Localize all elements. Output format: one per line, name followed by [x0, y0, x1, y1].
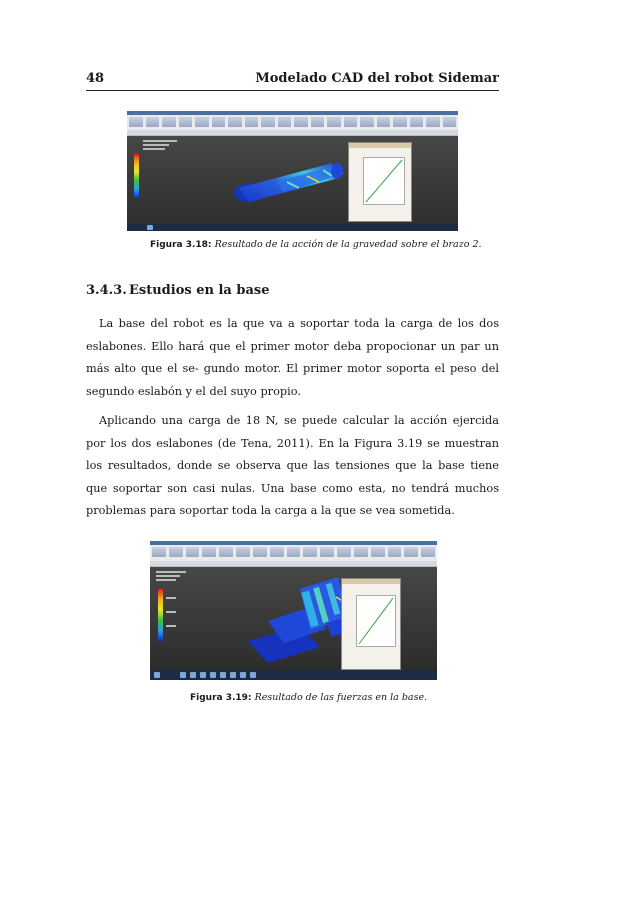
- cad-ribbon: [127, 111, 458, 136]
- running-header: [86, 70, 499, 91]
- figure-3-19-screenshot: [150, 541, 437, 680]
- paragraph-1: La base del robot es la que va a soportar toda la carga de los dos eslabones. Ello hará que el primer motor deba propocionar un par un más alto que el se- gundo motor. El primer motor soporta el peso del segundo eslabón y el del suyo propio.: [86, 317, 499, 398]
- section-title: Estudios en la base: [129, 283, 270, 298]
- figure-3-19-label: Figura 3.19:: [190, 693, 252, 703]
- section-heading: [86, 283, 269, 298]
- windows-taskbar: [150, 670, 437, 680]
- cad-ribbon: [150, 541, 437, 567]
- cad-viewport: [150, 567, 437, 670]
- results-plot-window: [341, 578, 401, 670]
- figure-3-19-caption-text: Resultado de las fuerzas en la base.: [254, 692, 428, 703]
- figure-3-18-caption-text: Resultado de la acción de la gravedad sobre el brazo 2.: [214, 239, 482, 250]
- paragraph-2: Aplicando una carga de 18 N, se puede calcular la acción ejercida por los dos eslabones (de Tena, 2011). En la Figura 3.19 se muestran los resultados, donde se observa que las tensiones que la base tiene que soportar son casi nulas. Una base como esta, no tendrá muchos problemas para soportar toda la carga a la que se vea sometida.: [86, 414, 499, 517]
- section-number: 3.4.3.: [86, 283, 127, 298]
- page-number: 48: [86, 71, 105, 86]
- figure-3-18-caption: [150, 239, 482, 250]
- running-title: Modelado CAD del robot Sidemar: [255, 71, 499, 86]
- windows-taskbar: [127, 224, 458, 231]
- cad-viewport: [127, 136, 458, 231]
- figure-3-18-screenshot: [127, 111, 458, 231]
- figure-3-19-caption: [190, 692, 427, 703]
- figure-3-18-label: Figura 3.18:: [150, 240, 212, 250]
- results-plot-window: [348, 142, 412, 222]
